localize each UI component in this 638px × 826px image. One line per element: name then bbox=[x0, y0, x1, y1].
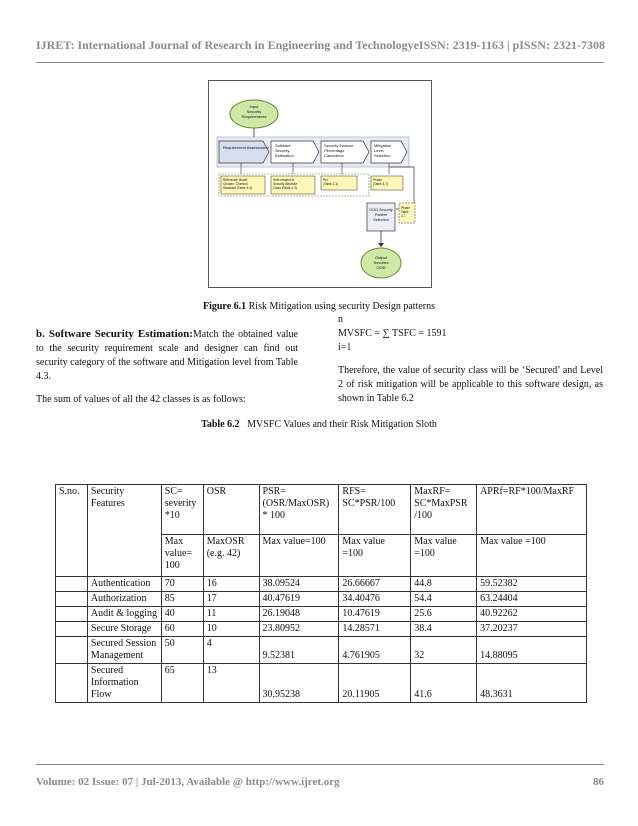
table-cell: 40.92262 bbox=[477, 607, 587, 622]
table-cell: 63.24404 bbox=[477, 592, 587, 607]
table-cell: 85 bbox=[161, 592, 203, 607]
left-column bbox=[36, 327, 298, 416]
max-cell: Max value =100 bbox=[411, 535, 477, 577]
table-cell: 44.8 bbox=[411, 577, 477, 592]
table-cell bbox=[56, 637, 88, 664]
sum-paragraph: The sum of values of all the 42 classes is as follows: bbox=[36, 394, 246, 405]
section-heading: b. Software Security Estimation: bbox=[36, 328, 193, 340]
header-cell: Security Features bbox=[87, 485, 161, 577]
max-cell: Max value=100 bbox=[259, 535, 339, 577]
table-cell: 23.80952 bbox=[259, 622, 339, 637]
table-cell: 30.95238 bbox=[259, 664, 339, 703]
max-cell: Max value =100 bbox=[477, 535, 587, 577]
table-row bbox=[56, 577, 587, 592]
table-cell bbox=[56, 664, 88, 703]
table-header-row bbox=[56, 485, 587, 535]
svg-text:InputSecurityRequirements: Input Security Requirements bbox=[241, 104, 267, 119]
table-caption bbox=[0, 419, 638, 430]
figure-caption-text: Risk Mitigation using security Design patterns bbox=[248, 301, 436, 312]
page-header bbox=[36, 38, 604, 53]
table-cell: 11 bbox=[203, 607, 259, 622]
table-cell: 41.6 bbox=[411, 664, 477, 703]
table-cell: Audit & logging bbox=[87, 607, 161, 622]
svg-text:OutputSecuredOOD: Output Secured OOD bbox=[373, 255, 389, 270]
estimation-paragraph bbox=[36, 327, 298, 384]
header-cell: MaxRF= SC*MaxPSR /100 bbox=[411, 485, 477, 535]
formula: MVSFC = ∑ TSFC = 1591 bbox=[338, 328, 447, 339]
header-cell: OSR bbox=[203, 485, 259, 535]
table-cell: 54.4 bbox=[411, 592, 477, 607]
table-row bbox=[56, 637, 587, 664]
table-row bbox=[56, 592, 587, 607]
table-cell: 38.4 bbox=[411, 622, 477, 637]
page-number: 86 bbox=[593, 776, 604, 788]
table-cell: 34.40476 bbox=[339, 592, 411, 607]
header-cell: APRf=RF*100/MaxRF bbox=[477, 485, 587, 535]
table-cell: 9.52381 bbox=[259, 637, 339, 664]
table-cell: Authorization bbox=[87, 592, 161, 607]
svg-text:OOD SecurityPatternSelection: OOD Security Pattern Selection bbox=[369, 208, 393, 222]
table-cell: Secure Storage bbox=[87, 622, 161, 637]
table-cell bbox=[56, 592, 88, 607]
table-cell: 4.761905 bbox=[339, 637, 411, 664]
table-cell: 10 bbox=[203, 622, 259, 637]
header-cell: SC= severity *10 bbox=[161, 485, 203, 535]
table-cell: 20.11905 bbox=[339, 664, 411, 703]
header-cell: RFS= SC*PSR/100 bbox=[339, 485, 411, 535]
table-cell: 16 bbox=[203, 577, 259, 592]
table-cell: 4 bbox=[203, 637, 259, 664]
header-cell: PSR= (OSR/MaxOSR) * 100 bbox=[259, 485, 339, 535]
table-cell: 38.09524 bbox=[259, 577, 339, 592]
table-cell: Secured Information Flow bbox=[87, 664, 161, 703]
table-caption-text: MVSFC Values and their Risk Mitigation Sloth bbox=[247, 419, 437, 430]
table-cell: 70 bbox=[161, 577, 203, 592]
max-cell: MaxOSR (e.g. 42) bbox=[203, 535, 259, 577]
table-cell: 40.47619 bbox=[259, 592, 339, 607]
figure-caption bbox=[0, 301, 638, 312]
table-cell: 37.20237 bbox=[477, 622, 587, 637]
conclusion-paragraph: Therefore, the value of security class will be ‘Secured’ and Level 2 of risk mitigation will be applicable to this software design, as shown in Table 6.2 bbox=[338, 365, 603, 404]
table-cell: Secured Session Management bbox=[87, 637, 161, 664]
header-rule bbox=[36, 62, 604, 63]
svg-text:Requirement Assessment: Requirement Assessment Software Security Estimation Security Feature Percentage Calculation Mitigation Level Selection bbox=[223, 143, 392, 158]
table-cell: 25.6 bbox=[411, 607, 477, 622]
mvsfc-table bbox=[55, 484, 587, 703]
table-cell: 14.28571 bbox=[339, 622, 411, 637]
svg-text:Reference ModelChosen: Chennai: Reference Model Chosen: Chennai Standard (Table 4.4) With respect to Security Attribute Class (Table 4.3) Per (Table 2.1) Phase (Table 4.7) bbox=[223, 178, 389, 190]
table-cell: 40 bbox=[161, 607, 203, 622]
table-row bbox=[56, 622, 587, 637]
svg-text:PhaseTable4.7: Phase Table 4.7 bbox=[401, 206, 411, 218]
table-cell: 65 bbox=[161, 664, 203, 703]
max-cell: Max value= 100 bbox=[161, 535, 203, 577]
footer-volume: Volume: 02 Issue: 07 | Jul-2013, Available @ http://www.ijret.org bbox=[36, 776, 340, 788]
max-cell: Max value =100 bbox=[339, 535, 411, 577]
formula-upper: n bbox=[338, 314, 343, 325]
risk-mitigation-figure bbox=[208, 80, 432, 288]
table-cell: 13 bbox=[203, 664, 259, 703]
table-cell: 26.19048 bbox=[259, 607, 339, 622]
estimation-text: Match the obtained value to the security requirement scale and designer can find out security category of the software and Mitigation level from Table 4.3. bbox=[36, 329, 298, 382]
table-cell: 59.52382 bbox=[477, 577, 587, 592]
header-cell: S.no. bbox=[56, 485, 88, 577]
table-number: Table 6.2 bbox=[201, 419, 240, 430]
formula-lower: i=1 bbox=[338, 342, 352, 353]
footer-rule bbox=[36, 764, 604, 765]
figure-number: Figure 6.1 bbox=[202, 301, 247, 312]
issn: eISSN: 2319-1163 | pISSN: 2321-7308 bbox=[413, 38, 605, 52]
journal-title: IJRET: International Journal of Research in Engineering and Technology bbox=[36, 38, 414, 52]
process-steps bbox=[219, 141, 407, 163]
table-cell: 17 bbox=[203, 592, 259, 607]
table-cell: 32 bbox=[411, 637, 477, 664]
table-cell bbox=[56, 622, 88, 637]
figure-diagram bbox=[209, 81, 431, 287]
table-row bbox=[56, 607, 587, 622]
page-footer bbox=[36, 776, 604, 788]
table-cell: 48.3631 bbox=[477, 664, 587, 703]
table-cell: 26.66667 bbox=[339, 577, 411, 592]
right-column bbox=[338, 313, 603, 406]
table-cell: Authentication bbox=[87, 577, 161, 592]
table-cell bbox=[56, 577, 88, 592]
table-cell bbox=[56, 607, 88, 622]
table-row bbox=[56, 664, 587, 703]
table-cell: 10.47619 bbox=[339, 607, 411, 622]
table-cell: 50 bbox=[161, 637, 203, 664]
table-cell: 14.88095 bbox=[477, 637, 587, 664]
table-cell: 60 bbox=[161, 622, 203, 637]
